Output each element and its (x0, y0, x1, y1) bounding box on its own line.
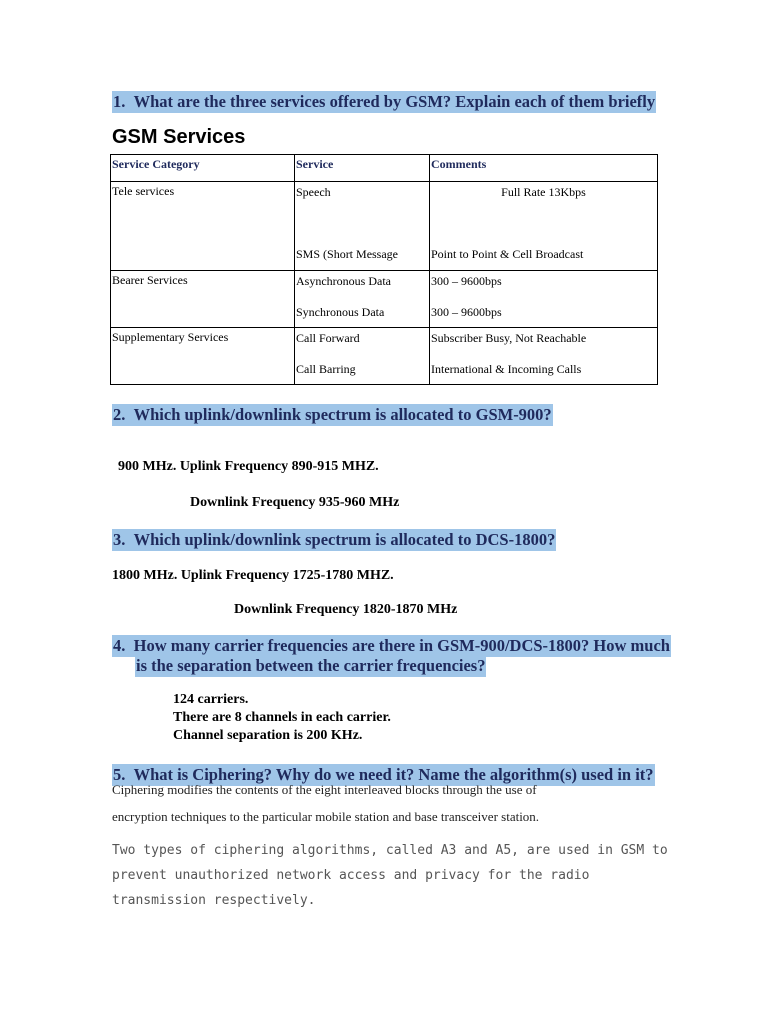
question-5-text: What is Ciphering? Why do we need it? Name the algorithm(s) used in it? (133, 765, 654, 784)
question-3-text: Which uplink/downlink spectrum is allocated to DCS-1800? (133, 530, 556, 549)
answer-2-line-2: Downlink Frequency 935-960 MHz (190, 495, 400, 510)
row-category: Supplementary Services (111, 328, 295, 385)
row-services (295, 182, 430, 271)
service-item: SMS (Short Message (296, 247, 399, 261)
answer-3-line-2: Downlink Frequency 1820-1870 MHz (234, 602, 458, 617)
question-1 (112, 92, 656, 112)
service-item: Call Barring (296, 362, 356, 376)
comment-item: Full Rate 13Kbps (501, 185, 586, 199)
table-row (111, 328, 658, 385)
answer-4-line-1: 124 carriers. (173, 692, 249, 707)
section-title: GSM Services (112, 126, 246, 148)
comment-item: 300 – 9600bps (431, 274, 502, 288)
row-category: Bearer Services (111, 271, 295, 328)
answer-5-mono-line-2: prevent unauthorized network access and privacy for the radio (112, 868, 590, 883)
row-comments (430, 182, 658, 271)
row-category: Tele services (111, 182, 295, 271)
answer-2-line-1: 900 MHz. Uplink Frequency 890-915 MHZ. (118, 459, 379, 474)
table-row (111, 271, 658, 328)
answer-5-mono-line-1: Two types of ciphering algorithms, called A3 and A5, are used in GSM to (112, 843, 668, 858)
row-comments (430, 271, 658, 328)
question-4-line-2: is the separation between the carrier frequencies? (136, 656, 486, 675)
question-4-line-1: How many carrier frequencies are there in GSM-900/DCS-1800? How much (133, 636, 670, 655)
answer-4-line-2: There are 8 channels in each carrier. (173, 710, 391, 725)
question-1-number: 1. (113, 92, 126, 111)
question-2-number: 2. (113, 405, 126, 424)
answer-4-line-3: Channel separation is 200 KHz. (173, 728, 363, 743)
answer-5-line-1: Ciphering modifies the contents of the eight interleaved blocks through the use of (112, 782, 537, 797)
service-item: Synchronous Data (296, 305, 385, 319)
row-services (295, 328, 430, 385)
question-3-number: 3. (113, 530, 126, 549)
question-5-number: 5. (113, 765, 126, 784)
answer-3-line-1: 1800 MHz. Uplink Frequency 1725-1780 MHZ. (112, 568, 394, 583)
comment-item: 300 – 9600bps (431, 305, 502, 319)
comment-item: Point to Point & Cell Broadcast (431, 247, 584, 261)
question-2-text: Which uplink/downlink spectrum is allocated to GSM-900? (133, 405, 552, 424)
table-row (111, 182, 658, 271)
header-service: Service (295, 155, 430, 182)
table-header-row (111, 155, 658, 182)
header-comments: Comments (430, 155, 658, 182)
question-4-number: 4. (113, 636, 126, 655)
comment-item: Subscriber Busy, Not Reachable (431, 331, 587, 345)
header-service-category: Service Category (111, 155, 295, 182)
comment-item: International & Incoming Calls (431, 362, 582, 376)
question-3 (112, 530, 556, 550)
question-1-text: What are the three services offered by GSM? Explain each of them briefly (133, 92, 656, 111)
answer-5-line-2: encryption techniques to the particular mobile station and base transceiver station. (112, 809, 540, 824)
answer-5-mono-line-3: transmission respectively. (112, 893, 316, 908)
question-4 (112, 636, 671, 656)
row-comments (430, 328, 658, 385)
gsm-services-table (110, 154, 658, 385)
service-item: Speech (296, 185, 331, 199)
question-4-continued (135, 656, 486, 676)
service-item: Call Forward (296, 331, 360, 345)
row-services (295, 271, 430, 328)
question-2 (112, 405, 553, 425)
service-item: Asynchronous Data (296, 274, 391, 288)
